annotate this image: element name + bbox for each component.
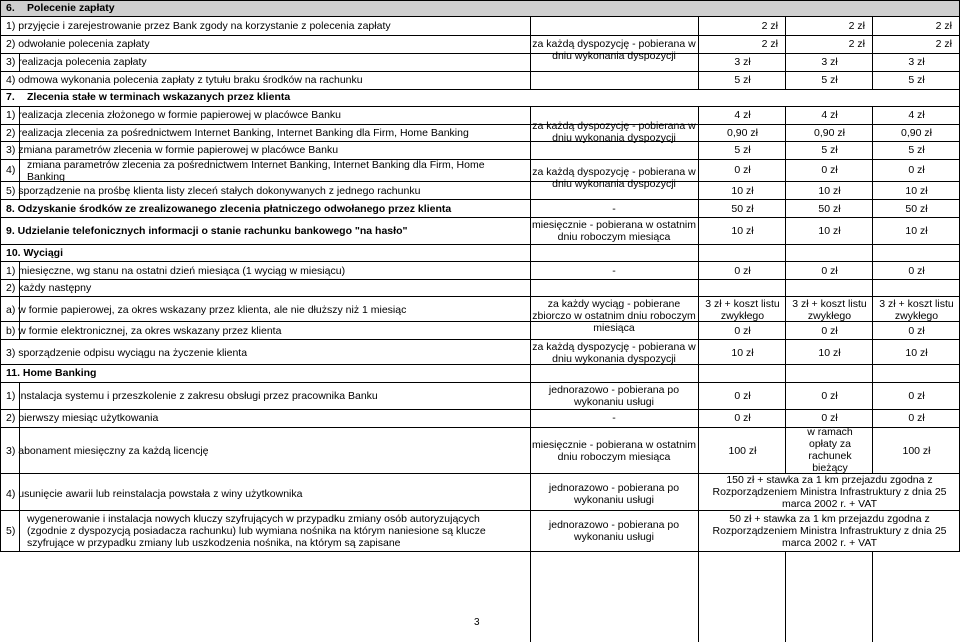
fee-value: 0 zł — [821, 325, 838, 337]
collection-mode: za każdą dyspozycję - pobierana w dniu wykonania dyspozycji — [532, 38, 696, 62]
fee-value: 100 zł — [728, 445, 757, 457]
fee-value: 0 zł — [821, 390, 838, 402]
fee-value: 10 zł — [818, 225, 841, 237]
fee-value: 10 zł — [818, 347, 841, 359]
row-label: 5) sporządzenie na prośbę klienta listy zleceń stałych dokonywanych z jednego rachunku — [6, 185, 421, 197]
fee-value: 10 zł — [731, 185, 754, 197]
fee-value: 2 zł — [848, 20, 865, 32]
row-label: 4) odmowa wykonania polecenia zapłaty z tytułu braku środków na rachunku — [6, 74, 363, 86]
collection-mode: za każdą dyspozycję - pobierana w dniu wykonania dyspozycji — [532, 341, 696, 365]
fee-value: 50 zł — [905, 203, 928, 215]
section-number: 7. — [6, 91, 15, 103]
fee-value: 50 zł + stawka za 1 km przejazdu zgodna z Rozporządzeniem Ministra Infrastruktury z dnia 25 marca 2002 r. + VAT — [712, 513, 947, 549]
fee-value: 0 zł — [908, 325, 925, 337]
fee-value: 3 zł + koszt listu zwykłego — [879, 298, 954, 322]
row-label: 3) realizacja polecenia zapłaty — [6, 56, 147, 68]
collection-mode: - — [612, 412, 616, 424]
row-label: b) w formie elektronicznej, za okres wskazany przez klienta — [6, 325, 282, 337]
section-title: Zlecenia stałe w terminach wskazanych przez klienta — [27, 91, 291, 103]
section-title: 11. Home Banking — [6, 367, 97, 379]
collection-mode: - — [612, 203, 616, 215]
collection-mode: jednorazowo - pobierana po wykonaniu usługi — [548, 384, 680, 408]
row-label: a) w formie papierowej, za okres wskazany przez klienta, ale nie dłuższy niż 1 miesiąc — [6, 304, 407, 316]
row-label: 1) miesięczne, wg stanu na ostatni dzień miesiąca (1 wyciąg w miesiącu) — [6, 265, 346, 277]
fee-value: 0 zł — [821, 412, 838, 424]
fee-value: 5 zł — [908, 74, 925, 86]
fee-value: 150 zł + stawka za 1 km przejazdu zgodna z Rozporządzeniem Ministra Infrastruktury z dnia 25 marca 2002 r. + VAT — [712, 474, 947, 510]
fee-value: 3 zł + koszt listu zwykłego — [705, 298, 780, 322]
row-label: 1) przyjęcie i zarejestrowanie przez Bank zgody na korzystanie z polecenia zapłaty — [6, 20, 391, 32]
fee-value: 2 zł — [761, 20, 778, 32]
section-title: 10. Wyciągi — [6, 247, 64, 259]
fee-value: 3 zł — [908, 56, 925, 68]
row-label: 1) instalacja systemu i przeszkolenie z zakresu obsługi przez pracownika Banku — [6, 390, 378, 402]
fee-value: 0,90 zł — [814, 127, 845, 139]
fee-value: w ramach opłaty za rachunek bieżący — [807, 426, 853, 474]
fee-value: 5 zł — [821, 144, 838, 156]
fee-value: 0 zł — [734, 390, 751, 402]
fee-value: 5 zł — [734, 74, 751, 86]
fee-value: 0,90 zł — [901, 127, 932, 139]
fee-value: 0 zł — [734, 325, 751, 337]
fee-value: 4 zł — [821, 109, 838, 121]
section-header-band — [0, 0, 960, 16]
section-title: Polecenie zapłaty — [27, 2, 115, 14]
fee-value: 10 zł — [905, 347, 928, 359]
fee-value: 0 zł — [734, 412, 751, 424]
fee-value: 2 zł — [935, 38, 952, 50]
fee-value: 10 zł — [818, 185, 841, 197]
fee-value: 100 zł — [902, 445, 931, 457]
fee-value: 2 zł — [848, 38, 865, 50]
fee-value: 3 zł + koszt listu zwykłego — [792, 298, 867, 322]
fee-value: 5 zł — [908, 144, 925, 156]
fee-value: 4 zł — [734, 109, 751, 121]
row-number: 5) — [6, 525, 16, 537]
section-title: 8. Odzyskanie środków ze zrealizowanego zlecenia płatniczego odwołanego przez klienta — [6, 203, 452, 215]
collection-mode: miesięcznie - pobierana w ostatnim dniu roboczym miesiąca — [532, 219, 696, 243]
row-label: zmiana parametrów zlecenia za pośrednictwem Internet Banking, Internet Banking dla Firm, Home Banking — [27, 159, 485, 183]
fee-value: 0 zł — [908, 265, 925, 277]
collection-mode: jednorazowo - pobierana po wykonaniu usługi — [548, 482, 680, 506]
fee-value: 3 zł — [734, 56, 751, 68]
fee-value: 10 zł — [731, 225, 754, 237]
fee-value: 0 zł — [908, 412, 925, 424]
fee-value: 10 zł — [731, 347, 754, 359]
fee-value: 0 zł — [821, 265, 838, 277]
fee-value: 2 zł — [761, 38, 778, 50]
collection-mode: za każdą dyspozycję - pobierana w dniu wykonania dyspozycji — [532, 120, 696, 144]
section-number: 6. — [6, 2, 15, 14]
fee-value: 10 zł — [905, 185, 928, 197]
row-number: 4) — [6, 164, 16, 176]
fee-value: 0 zł — [734, 265, 751, 277]
fee-value: 50 zł — [818, 203, 841, 215]
page-number: 3 — [474, 617, 480, 628]
row-label: 2) odwołanie polecenia zapłaty — [6, 38, 150, 50]
section-title: 9. Udzielanie telefonicznych informacji o stanie rachunku bankowego "na hasło" — [6, 225, 408, 237]
collection-mode: za każdą dyspozycję - pobierana w dniu wykonania dyspozycji — [532, 166, 696, 190]
row-label: 3) sporządzenie odpisu wyciągu na życzenie klienta — [6, 347, 248, 359]
row-label: 3) zmiana parametrów zlecenia w formie papierowej w placówce Banku — [6, 144, 339, 156]
collection-mode: jednorazowo - pobierana po wykonaniu usługi — [548, 519, 680, 543]
fee-value: 5 zł — [821, 74, 838, 86]
fee-value: 2 zł — [935, 20, 952, 32]
fee-value: 4 zł — [908, 109, 925, 121]
row-label: 2) realizacja zlecenia za pośrednictwem Internet Banking, Internet Banking dla Firm, Home Banking — [6, 127, 469, 139]
fee-value: 5 zł — [734, 144, 751, 156]
collection-mode: miesięcznie - pobierana w ostatnim dniu roboczym miesiąca — [532, 439, 696, 463]
row-label: 2) pierwszy miesiąc użytkowania — [6, 412, 159, 424]
fee-value: 0 zł — [908, 390, 925, 402]
row-label: 4) usunięcie awarii lub reinstalacja powstała z winy użytkownika — [6, 488, 303, 500]
collection-mode: za każdy wyciąg - pobierane zbiorczo w ostatnim dniu roboczym miesiąca — [532, 298, 696, 334]
row-label: 3) abonament miesięczny za każdą licencję — [6, 445, 209, 457]
collection-mode: - — [612, 265, 616, 277]
fee-value: 10 zł — [905, 225, 928, 237]
row-label: wygenerowanie i instalacja nowych kluczy szyfrujących w przypadku zmiany osób autoryzujących (zgodnie z dyspozycją posiadacza rachunku) lub wymiana nośnika na którym naniesione są klucze szyfrujące w przypadku zmiany lub uszkodzenia nośnika, na którym są zapisane — [27, 513, 486, 549]
row-label: 1) realizacja zlecenia złożonego w formie papierowej w placówce Banku — [6, 109, 342, 121]
fee-value: 0 zł — [734, 164, 751, 176]
fee-value: 50 zł — [731, 203, 754, 215]
fee-value: 0,90 zł — [727, 127, 758, 139]
fee-value: 0 zł — [821, 164, 838, 176]
fee-value: 0 zł — [908, 164, 925, 176]
fee-value: 3 zł — [821, 56, 838, 68]
row-label: 2) każdy następny — [6, 282, 92, 294]
